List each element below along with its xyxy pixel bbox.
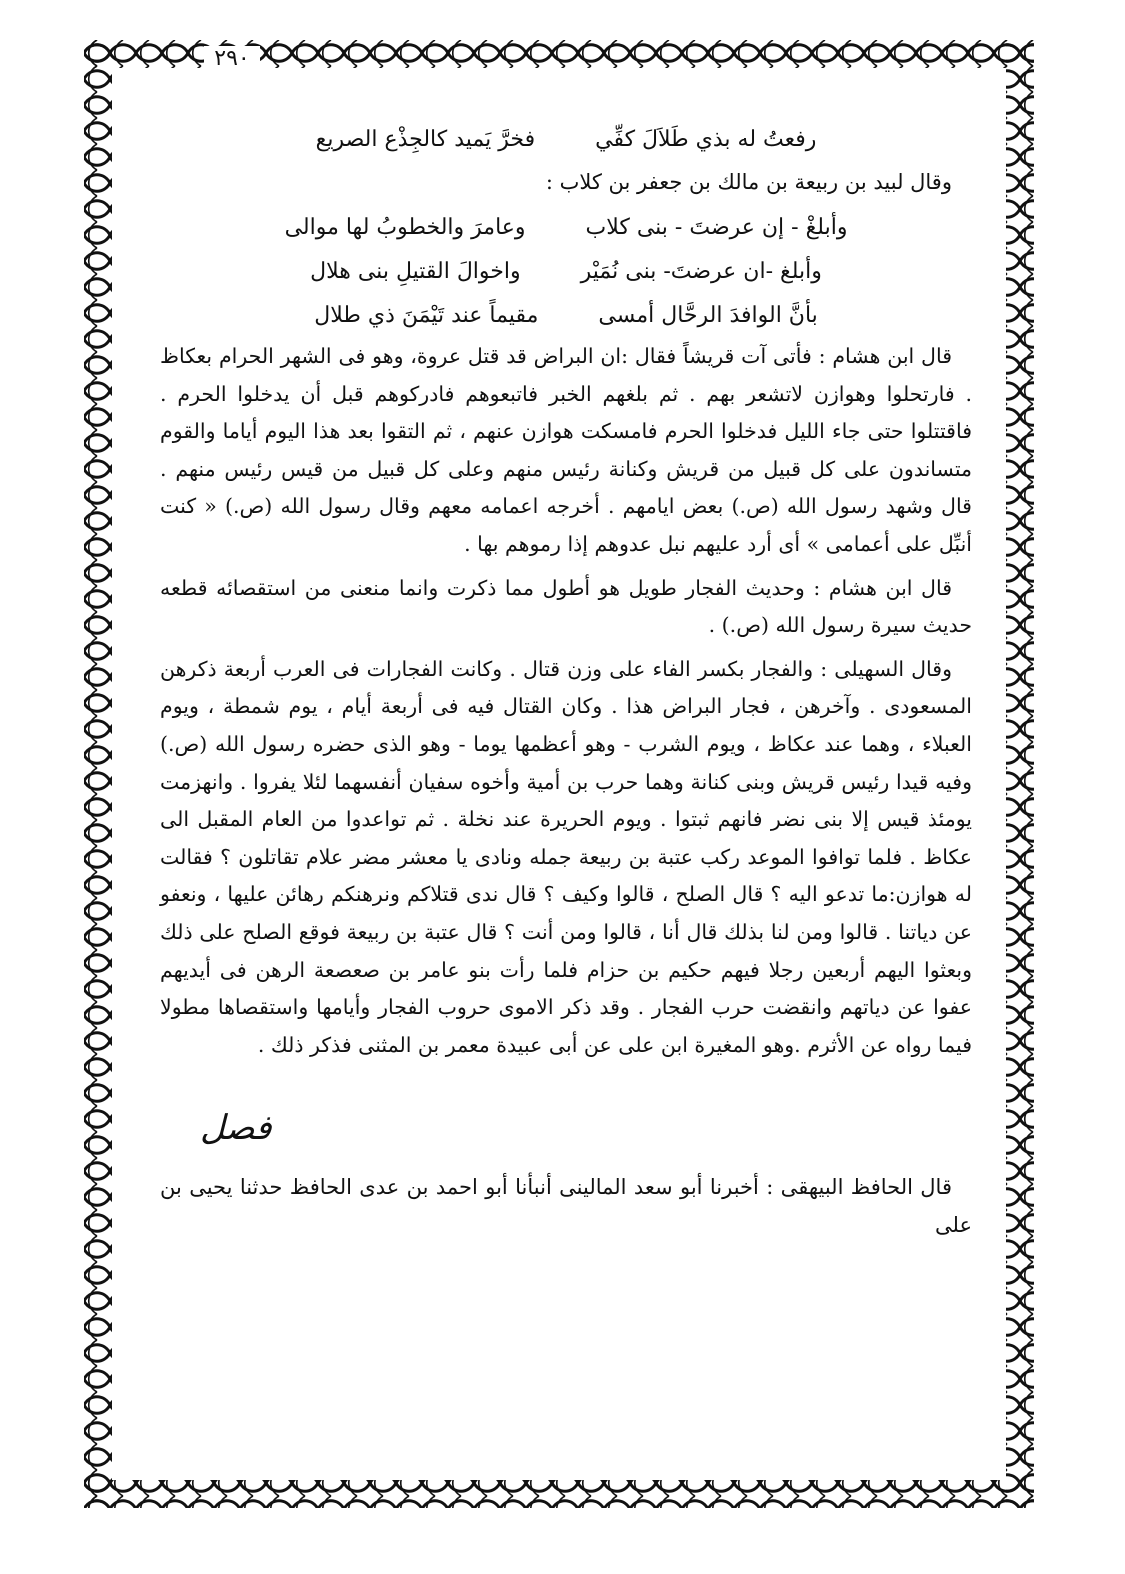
page-number: ٢٩٠: [204, 46, 260, 71]
paragraph: قال ابن هشام : وحديث الفجار طويل هو أطول مما ذكرت وانما منعنى من استقصائه قطعه حديث سيرة رسول الله (ص.) .: [160, 575, 972, 638]
paragraph: قال ابن هشام : فأتى آت قريشاً فقال :ان البراض قد قتل عروة، وهو فى الشهر الحرام بعكاظ . فارتحلوا وهوازن لاتشعر بهم . ثم بلغهم الخبر فاتبعوهم فادركوهم قبل أن يدخلوا الحرم . فاقتتلوا حتى جاء الليل فدخلوا الحرم فامسكت هوازن عنهم ، ثم التقوا بعد هذا اليوم أياما والقوم متساندون على كل قبيل من قريش وكنانة رئيس منهم وعلى كل قبيل من قيس رئيس منهم . قال وشهد رسول الله (ص.) بعض ايامهم . أخرجه اعمامه معهم وقال رسول الله (ص.) « كنت أنبِّل على أعمامى » أى أرد عليهم نبل عدوهم إذا رموهم بها .: [160, 344, 972, 556]
verse-hemistich: واخوالَ القتيلِ بنى هلال: [310, 259, 521, 284]
verse-line: [160, 206, 972, 250]
verse-hemistich: رفعتُ له بذي طَلاَلَ كفِّي: [595, 127, 817, 152]
verses-intro: وقال لبيد بن ربيعة بن مالك بن جعفر بن كلاب :: [545, 170, 952, 194]
verse-line: [160, 118, 972, 162]
paragraph: قال الحافظ البيهقى : أخبرنا أبو سعد المالينى أنبأنا أبو احمد بن عدى الحافظ حدثنا يحيى بن على: [160, 1175, 972, 1238]
verse-hemistich: وأبلغ -ان عرضتَ- بنى نُمَيْر: [580, 259, 822, 284]
verse-hemistich: وعامرَ والخطوبُ لها موالى: [284, 215, 526, 240]
page-content: [160, 118, 972, 1244]
page-frame: [84, 40, 1034, 1508]
section-title: فصل: [200, 1108, 272, 1149]
verse-hemistich: فخرَّ يَميد كالجِذْع الصريع: [315, 127, 536, 152]
paragraph: وقال السهيلى : والفجار بكسر الفاء على وزن قتال . وكانت الفجارات فى العرب أربعة ذكرهن المسعودى . وآخرهن ، فجار البراض هذا . وكان القتال فيه فى أربعة أيام ، يوم شمطة ، ويوم العبلاء ، وهما عند عكاظ ، ويوم الشرب - وهو أعظمها يوما - وهو الذى حضره رسول الله (ص.) وفيه قيدا رئيس قريش وبنى كنانة وهما حرب بن أمية وأخوه سفيان أنفسهما لئلا يفروا . وانهزمت يومئذ قيس إلا بنى نضر فانهم ثبتوا . ويوم الحريرة عند نخلة . ثم تواعدوا من العام المقبل الى عكاظ . فلما توافوا الموعد ركب عتبة بن ربيعة جمله ونادى يا معشر مضر علام تقاتلون ؟ فقالت له هوازن:ما تدعو اليه ؟ قال الصلح ، قالوا وكيف ؟ قال ندى قتلاكم ونرهنكم رهائن عليها ، ونعفو عن دياتنا . قالوا ومن لنا بذلك قال أنا ، قالوا ومن أنت ؟ قال عتبة بن ربيعة فوقع الصلح على ذلك وبعثوا اليهم أربعين رجلا فيهم حكيم بن حزام فلما رأت بنو عامر بن صعصعة الرهن فى أيديهم عفوا عن دياتهم وانقضت حرب الفجار . وقد ذكر الاموى حروب الفجار وأيامها واستقصاها مطولا فيما رواه عن الأثرم .وهو المغيرة ابن على عن أبى عبيدة معمر بن المثنى فذكر ذلك .: [160, 656, 972, 1057]
verse-hemistich: وأبلغْ - إن عرضتَ - بنى كلاب: [585, 215, 848, 240]
verse-line: [160, 250, 972, 294]
verse-hemistich: مقيماً عند تَيْمَنَ ذي طلال: [314, 303, 539, 328]
verse-line: [160, 294, 972, 338]
verse-hemistich: بأنَّ الوافدَ الرحَّال أمسى: [598, 303, 818, 328]
